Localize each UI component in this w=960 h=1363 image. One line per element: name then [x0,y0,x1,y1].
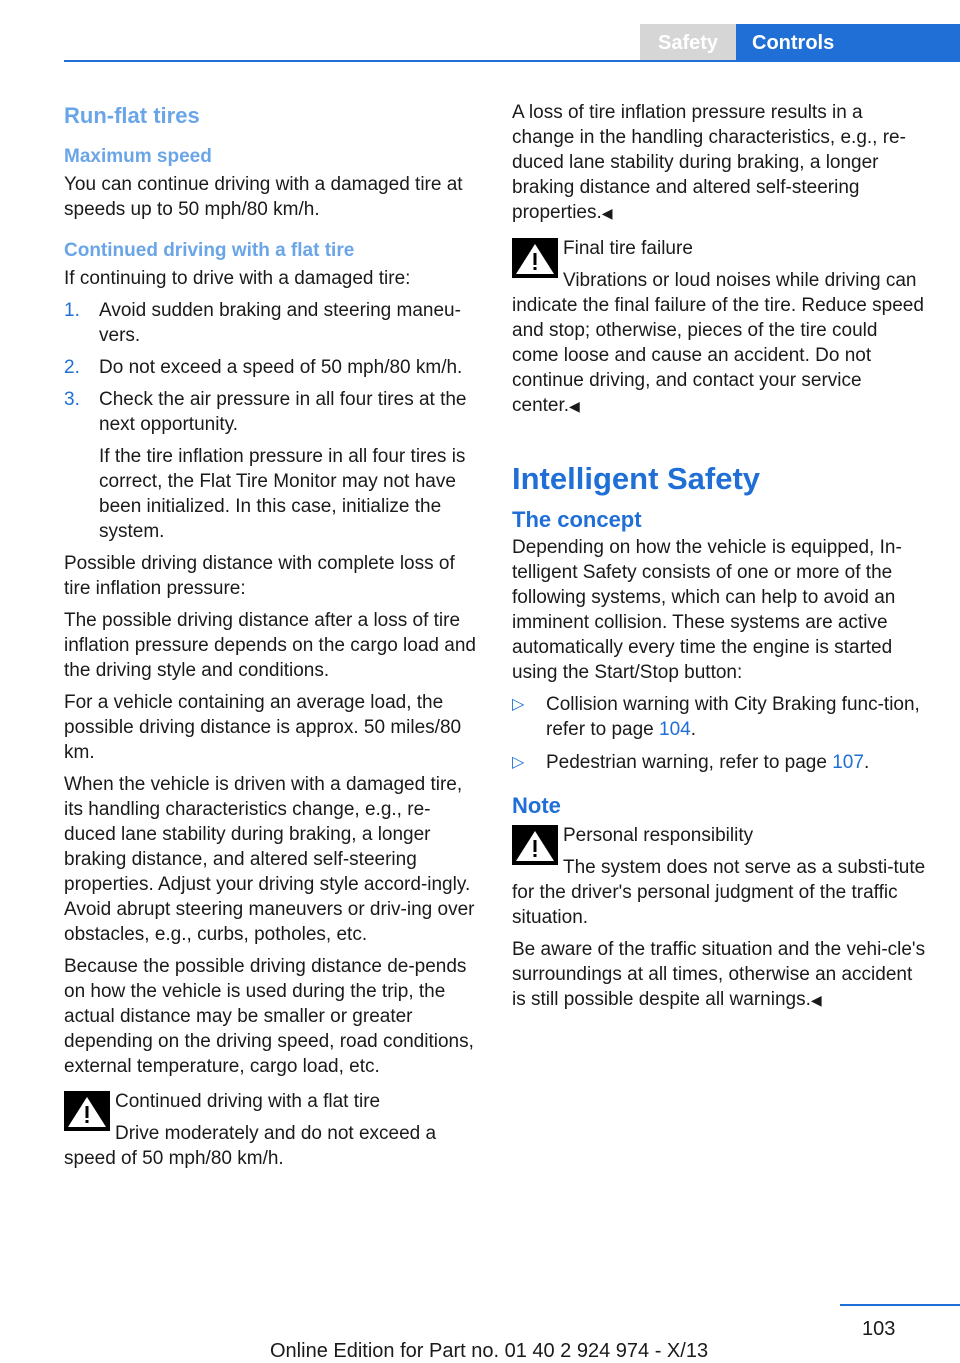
heading-maximum-speed: Maximum speed [64,146,212,167]
bullet-triangle-icon: ▷ [512,754,525,771]
max-speed-text: You can continue driving with a damaged tire at speeds up to 50 mph/80 km/h. [64,174,463,220]
end-mark: ◀ [569,398,580,414]
steps-list [64,298,482,544]
tab-controls[interactable]: Controls [736,24,960,62]
heading-continued-driving: Continued driving with a flat tire [64,240,355,261]
step-text: Check the air pressure in all four tires at the next opportunity. [99,389,467,435]
heading-note: Note [512,793,561,818]
step-text: Avoid sudden braking and steering maneu‐vers. [99,300,461,346]
awareness-body: Be aware of the traffic situation and the vehi‐cle's surroundings at all times, otherwise an accident is still possible despite all warnings. [512,939,926,1010]
page-link-104[interactable]: 104 [659,719,691,740]
page-link-107[interactable]: 107 [832,752,864,773]
step-number: 2. [64,357,80,378]
section-title-intelligent-safety: Intelligent Safety [512,461,761,496]
heading-the-concept: The concept [512,507,642,532]
warning-title: Continued driving with a flat tire [115,1091,381,1112]
warning-box-personal-responsibility [512,823,928,930]
awareness-text [512,937,928,1013]
pressure-loss-text [512,100,928,226]
systems-list [512,692,928,775]
driving-distance-label: Possible driving distance with complete loss of tire inflation pressure: [64,553,455,599]
bullet-triangle-icon: ▷ [512,696,525,713]
warning-triangle-icon [512,238,558,278]
end-mark: ◀ [601,205,613,221]
warning-text: The system does not serve as a substi‐tute for the driver's personal judgment of the traffic situation. [512,857,926,928]
step-number: 3. [64,389,80,410]
warning-title: Personal responsibility [563,825,754,846]
header-rule [64,60,960,62]
right-column [512,100,928,1020]
warning-box-flat-tire [64,1089,482,1171]
list-item [64,387,482,544]
distance-varies-text: Because the possible driving distance de‐pends on how the vehicle is used during the trip, the actual distance may be smaller or greater depending on the driving speed, road conditions, external temperature, cargo load, etc. [64,956,474,1077]
warning-text: Drive moderately and do not exceed a speed of 50 mph/80 km/h. [64,1123,437,1169]
average-load-text: For a vehicle containing an average load, the possible driving distance is approx. 50 miles/80 km. [64,692,462,763]
pressure-loss-body: A loss of tire inflation pressure results in a change in the handling characteristics, e.g., re‐duced lane stability during braking, a longer braking distance and altered self-steering properties. [512,102,906,223]
list-item [512,692,928,742]
step-text: Do not exceed a speed of 50 mph/80 km/h. [99,357,463,378]
bullet-text: Collision warning with City Braking func‐tion, refer to page [546,694,920,740]
footer-rule [840,1304,960,1306]
section-title-run-flat: Run-flat tires [64,103,200,128]
end-mark: ◀ [810,992,822,1008]
bullet-text: Pedestrian warning, refer to page [546,752,833,773]
warning-triangle-icon [64,1091,110,1131]
concept-text: Depending on how the vehicle is equipped, In‐telligent Safety consists of one or more of the following systems, which can help to avoid an imminent collision. These systems are active automatically every time the engine is started using the Start/Stop button: [512,537,902,683]
warning-text: Vibrations or loud noises while driving can indicate the final failure of the tire. Reduce speed and stop; otherwise, pieces of the tire could come loose and cause an accident. Do not continue driving, and contact your service center. [512,270,924,416]
warning-triangle-icon [512,825,558,865]
list-item [512,750,928,775]
tab-safety[interactable]: Safety [640,24,736,62]
flat-tire-intro: If continuing to drive with a damaged tire: [64,268,411,289]
bullet-punct: . [863,752,870,773]
page-number: 103 [862,1318,896,1340]
left-column [64,100,482,1178]
edition-footer: Online Edition for Part no. 01 40 2 924 974 - X/13 [270,1340,709,1362]
warning-box-final-failure [512,236,928,419]
list-item [64,355,482,380]
driving-distance-text: The possible driving distance after a loss of tire inflation pressure depends on the cargo load and the driving style and conditions. [64,610,476,681]
warning-title: Final tire failure [563,238,693,259]
bullet-punct: . [690,719,697,740]
handling-text: When the vehicle is driven with a damaged tire, its handling characteristics change, e.g., re‐duced lane stability during braking, a longer braking distance, and altered self-steering properties. Adjust your driving style accord‐ingly. Avoid abrupt steering maneuvers or driv‐ing over obstacles, e.g., curbs, potholes, etc. [64,774,475,945]
step-number: 1. [64,300,80,321]
step-subtext: If the tire inflation pressure in all four tires is correct, the Flat Tire Monitor may not have been initialized. In this case, initialize the system. [99,446,466,542]
list-item [64,298,482,348]
